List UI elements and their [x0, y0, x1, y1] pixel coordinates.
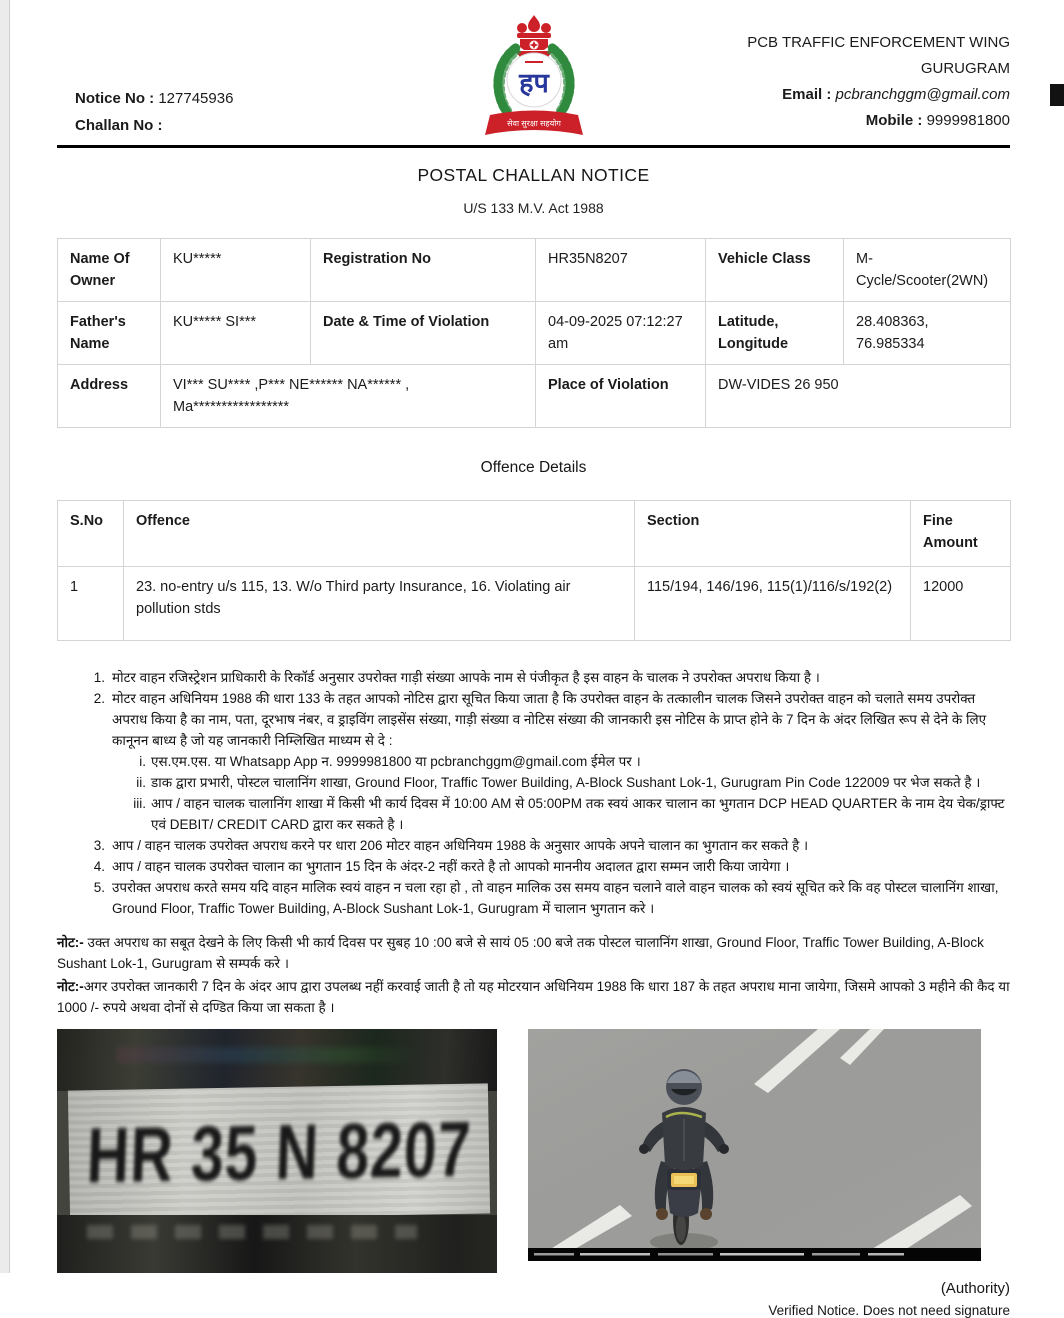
mobile-label: Mobile :: [865, 112, 923, 129]
vehicle-class-label: Vehicle Class: [706, 239, 844, 302]
lat-long-label: Latitude, Longitude: [706, 302, 844, 365]
table-row: [58, 365, 1011, 428]
sub-list-item: [122, 793, 1010, 835]
org-contact-block: [747, 30, 1010, 134]
mobile-value: 9999981800: [926, 112, 1010, 129]
item-number: 5.: [93, 880, 105, 895]
legal-instructions: [57, 667, 1010, 1018]
page-subtitle: U/S 133 M.V. Act 1988: [463, 200, 604, 216]
vehicle-details-table: [57, 238, 1011, 428]
item-text-main: मोटर वाहन अधिनियम 1988 की धारा 133 के तहत आपको नोटिस द्वारा सूचित किया जाता है कि उपरोक्त वाहन के तत्कालीन चालक जिसने उपरोक्त वाहन को चलाते समय उपरोक्त अपराध किया है का नाम, पता, दूरभाष नंबर, व ड्राइविंग लाइसेंस संख्या, गाड़ी संख्या व नोटिस संख्या की जानकारी इस नोटिस के प्राप्त होने के 7 दिन के अंदर लिखित रूप से देने के लिए कानूनन बाध्य है जो यह जानकारी निम्लिखित माध्यम से दे :: [112, 691, 987, 748]
authority-text: (Authority): [940, 1280, 1010, 1297]
sub-list-item: [122, 772, 1010, 793]
sno-header: S.No: [58, 501, 124, 567]
sub-item-number: i.: [139, 754, 146, 769]
sno-value: 1: [58, 567, 124, 641]
item-text: आप / वाहन चालक उपरोक्त चालान का भुगतान 15 दिन के अंदर-2 नहीं करते है तो आपको माननीय अदालत द्वारा सम्मन जारी किया जायेगा ।: [112, 859, 790, 874]
sub-instruction-list: [122, 751, 1010, 835]
note-label: नोट:-: [57, 979, 84, 994]
table-row: [58, 239, 1011, 302]
item-number: 4.: [93, 859, 105, 874]
offence-value: 23. no-entry u/s 115, 13. W/o Third party Insurance, 16. Violating air pollution stds: [124, 567, 635, 641]
item-text: मोटर वाहन रजिस्ट्रेशन प्राधिकारी के रिकॉर्ड अनुसार उपरोक्त गाड़ी संख्या आपके नाम से पंजीकृत है इस वाहन के चालक ने उपरोक्त अपराध किया है ।: [112, 670, 820, 685]
list-item: [85, 835, 1010, 856]
notes-block: [57, 932, 1010, 1018]
challan-no-line: [75, 112, 233, 139]
challan-no-label: Challan No :: [75, 117, 163, 134]
page-title: POSTAL CHALLAN NOTICE: [417, 165, 650, 185]
table-row: [58, 302, 1011, 365]
item-text: [112, 688, 1010, 835]
item-number: 3.: [93, 838, 105, 853]
note-text: अगर उपरोक्त जानकारी 7 दिन के अंदर आप द्वारा उपलब्ध नहीं करवाई जाती है तो यह मोटरयान अधिनियम 1988 कि धारा 187 के तहत अपराध माना जायेगा, जिसमे आपको 3 महीने की कैद या 1000 /- रुपये अथवा दोनों से दण्डित किया जा सकता है ।: [57, 979, 1010, 1015]
camera-metadata-strip: [528, 1248, 981, 1261]
offence-row: [58, 567, 1011, 641]
offence-header-row: [58, 501, 1011, 567]
instruction-list: [85, 667, 1010, 919]
offence-table: [57, 500, 1011, 641]
list-item: [85, 856, 1010, 877]
offence-header: Offence: [124, 501, 635, 567]
sub-item-text: एस.एम.एस. या Whatsapp App न. 9999981800 या pcbranchggm@gmail.com ईमेल पर ।: [151, 754, 641, 769]
father-name-value: KU***** SI***: [161, 302, 311, 365]
haryana-police-logo: [482, 14, 586, 144]
fine-header: Fine Amount: [911, 501, 1011, 567]
plate-number-text: HR 35 N 8207: [85, 1105, 473, 1199]
org-name-line2: GURUGRAM: [920, 60, 1010, 77]
violation-place-label: Place of Violation: [536, 365, 706, 428]
address-label: Address: [58, 365, 161, 428]
address-value: VI*** SU**** ,P*** NE****** NA****** , Ma*****************: [161, 365, 536, 428]
vehicle-class-value: M-Cycle/Scooter(2WN): [844, 239, 1011, 302]
note-paragraph: [57, 976, 1010, 1018]
section-header: Section: [635, 501, 911, 567]
org-email-line: [747, 82, 1010, 108]
violation-camera-photo: [528, 1029, 981, 1261]
sub-item-text: डाक द्वारा प्रभारी, पोस्टल चालानिंग शाखा, Ground Floor, Traffic Tower Building, A-Block Sushant Lok-1, Gurugram Pin Code 122009 पर भेज सकते है ।: [151, 775, 981, 790]
lat-long-value: 28.408363, 76.985334: [844, 302, 1011, 365]
notice-number-block: [75, 85, 233, 139]
item-text: उपरोक्त अपराध करते समय यदि वाहन मालिक स्वयं वाहन न चला रहा हो , तो वाहन मालिक उस समय वाहन चलाने वाले वाहन चालक को स्वयं सूचित करे कि वह पोस्टल चालानिंग शाखा, Ground Floor, Traffic Tower Building, A-Block Sushant Lok-1, Gurugram में चालान भुगतान करे ।: [112, 880, 999, 916]
notice-header: [57, 0, 1010, 145]
plate-photo-foreground: [57, 1215, 497, 1273]
number-plate: [68, 1083, 490, 1220]
list-item: [85, 877, 1010, 919]
header-divider: [57, 145, 1010, 148]
violation-datetime-value: 04-09-2025 07:12:27 am: [536, 302, 706, 365]
email-value: pcbranchggm@gmail.com: [835, 86, 1010, 103]
license-plate-photo: [57, 1029, 497, 1273]
org-mobile-line: [747, 108, 1010, 134]
owner-name-label: Name Of Owner: [58, 239, 161, 302]
org-name-line1: PCB TRAFFIC ENFORCEMENT WING: [747, 34, 1010, 51]
notice-no-label: Notice No :: [75, 90, 155, 107]
scan-edge-artifact: [1050, 84, 1064, 106]
fine-value: 12000: [911, 567, 1011, 641]
note-label: नोट:-: [57, 935, 84, 950]
offence-details-heading: Offence Details: [480, 459, 587, 476]
sub-item-number: iii.: [133, 796, 146, 811]
registration-no-value: HR35N8207: [536, 239, 706, 302]
list-item: [85, 688, 1010, 835]
violation-place-value: DW-VIDES 26 950: [706, 365, 1011, 428]
logo-initials: हप: [518, 68, 549, 98]
owner-name-value: KU*****: [161, 239, 311, 302]
evidence-photos: [57, 1029, 1010, 1273]
note-paragraph: [57, 932, 1010, 974]
registration-no-label: Registration No: [311, 239, 536, 302]
note-text: उक्त अपराध का सबूत देखने के लिए किसी भी कार्य दिवस पर सुबह 10 :00 बजे से सायं 05 :00 बजे तक पोस्टल चालानिंग शाखा, Ground Floor, Traffic Tower Building, A-Block Sushant Lok-1, Gurugram से सम्पर्क करे ।: [57, 935, 984, 971]
plate-photo-background: [57, 1029, 497, 1091]
item-number: 2.: [93, 691, 105, 706]
notice-no-line: [75, 85, 233, 112]
logo-motto: सेवा सुरक्षा सहयोग: [506, 119, 561, 128]
item-number: 1.: [93, 670, 105, 685]
police-crest-icon: [482, 14, 586, 144]
item-text: आप / वाहन चालक उपरोक्त अपराध करने पर धारा 206 मोटर वाहन अधिनियम 1988 के अनुसार आपके अपने चालान का भुगतान कर सकते है ।: [112, 838, 809, 853]
violation-datetime-label: Date & Time of Violation: [311, 302, 536, 365]
page-edge-strip: [0, 0, 10, 1273]
list-item: [85, 667, 1010, 688]
section-value: 115/194, 146/196, 115(1)/116/s/192(2): [635, 567, 911, 641]
verified-notice-text: Verified Notice. Does not need signature: [768, 1303, 1010, 1318]
father-name-label: Father's Name: [58, 302, 161, 365]
email-label: Email :: [782, 86, 832, 103]
sub-list-item: [122, 751, 1010, 772]
notice-no-value: 127745936: [158, 90, 234, 107]
signature-block: [57, 1280, 1010, 1318]
sub-item-text: आप / वाहन चालक चालानिंग शाखा में किसी भी कार्य दिवस में 10:00 AM से 05:00PM तक स्वयं आकर चालान का भुगतान DCP HEAD QUARTER के नाम देय चेक/ड्राफ्ट एवं DEBIT/ CREDIT CARD द्वारा कर सकते है ।: [151, 796, 1005, 832]
sub-item-number: ii.: [136, 775, 146, 790]
